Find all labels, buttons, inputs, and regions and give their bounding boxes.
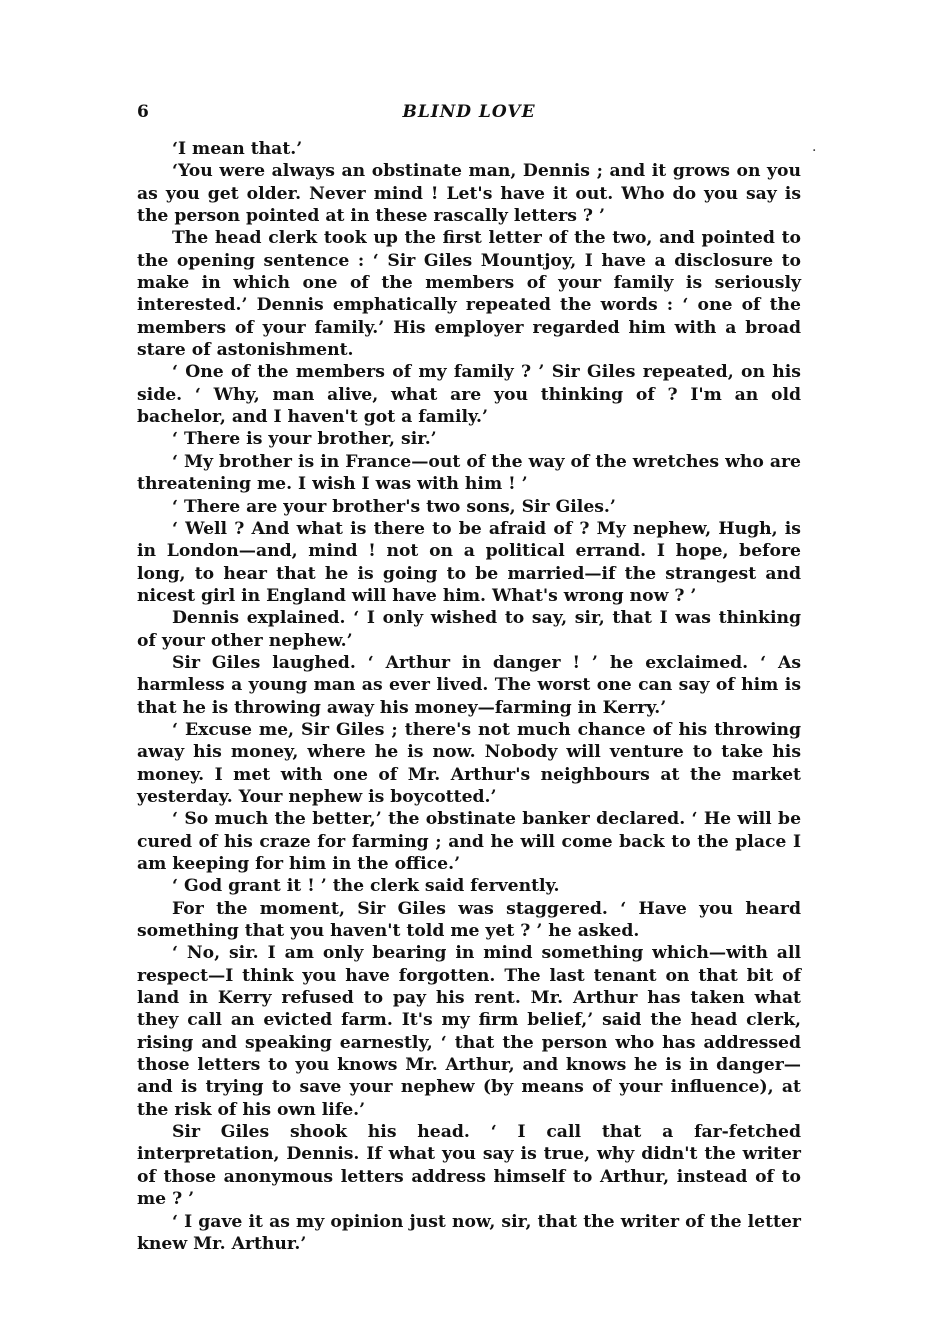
paragraph: Dennis explained. ‘ I only wished to say, sir, that I was thinking of your other nephew.’ [137,608,801,651]
paragraph: Sir Giles shook his head. ‘ I call that a far-fetched interpretation, Dennis. If what you say is true, why didn't the writer of those anonymous letters address himself to Arthur, instead of to me ? ’ [137,1122,801,1210]
paragraph: Sir Giles laughed. ‘ Arthur in danger ! ’ he exclaimed. ‘ As harmless a young man as ever lived. The worst one can say of him is that he is throwing away his money—farming in Kerry.’ [137,652,801,718]
page-header [137,100,801,130]
page-number: 6 [137,102,149,122]
paragraph: ‘ So much the better,’ the obstinate banker declared. ‘ He will be cured of his craze for farming ; and he will come back to the place I am keeping for him in the office.’ [137,809,801,874]
paragraph: ‘ There are your brother's two sons, Sir Giles.’ [172,496,616,517]
paragraph: ‘ One of the members of my family ? ’ Sir Giles repeated, on his side. ‘ Why, man alive, what are you thinking of ? I'm an old bachelor, and I haven't got a family.’ [137,362,801,428]
margin-mark: · [812,143,817,159]
running-title: BLIND LOVE [402,102,536,122]
paragraph: ‘I mean that.’ [172,139,303,159]
paragraph: ‘ No, sir. I am only bearing in mind something which—with all respect—I think you have forgotten. The last tenant on that bit of land in Kerry refused to pay his rent. Mr. Arthur has taken what they call an evicted farm. It's my firm belief,’ said the head clerk, rising and speaking earnestly, ‘ that the person who has addressed those letters to you knows Mr. Arthur, and knows he is in danger—and is trying to save your nephew (by means of your influence), at the risk of his own life.’ [137,943,801,1120]
paragraph: ‘ My brother is in France—out of the way of the wretches who are threatening me. I wish I was with him ! ’ [137,451,801,495]
body-text [137,138,801,1255]
paragraph: ‘ There is your brother, sir.’ [172,429,437,450]
paragraph: ‘ Excuse me, Sir Giles ; there's not much chance of his throwing away his money, where he is now. Nobody will venture to take his money. I met with one of Mr. Arthur's neighbours at the market yesterday. Your nephew is boycotted.’ [137,719,801,807]
paragraph: ‘ Well ? And what is there to be afraid of ? My nephew, Hugh, is in London—and, mind ! not on a political errand. I hope, before long, to hear that he is going to be married—if the strangest and nicest girl in England will have him. What's wrong now ? ’ [137,518,801,606]
paragraph: ‘ I gave it as my opinion just now, sir, that the writer of the letter knew Mr. Arthur.’ [137,1211,801,1254]
paragraph: For the moment, Sir Giles was staggered. ‘ Have you heard something that you haven't told me yet ? ’ he asked. [137,898,801,942]
paragraph: ‘ God grant it ! ’ the clerk said fervently. [172,876,560,897]
paragraph: ‘You were always an obstinate man, Dennis ; and it grows on you as you get older. Never mind ! Let's have it out. Who do you say is the person pointed at in these rascally letters ? ’ [137,161,801,227]
paragraph: The head clerk took up the first letter of the two, and pointed to the opening sentence : ‘ Sir Giles Mountjoy, I have a disclosure to make in which one of the members of your family is seriously interested.’ Dennis emphatically repeated the words : ‘ one of the members of your family.’ His employer regarded him with a broad stare of astonishment. [137,228,801,361]
